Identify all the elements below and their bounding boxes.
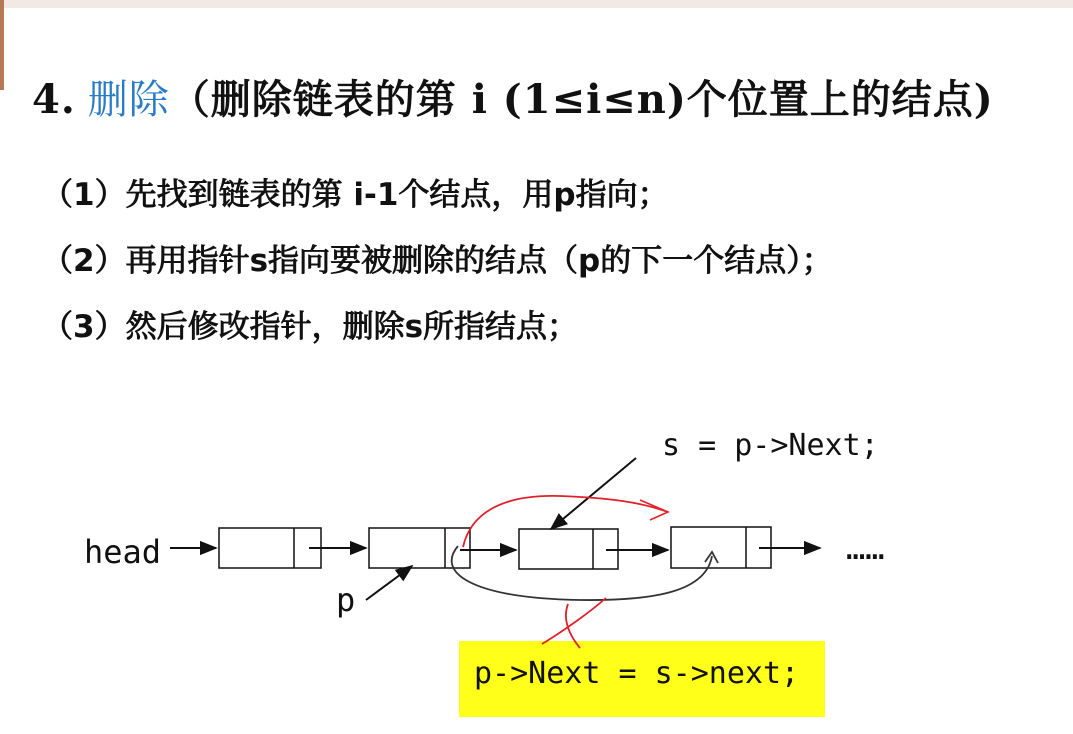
title-number: 4. bbox=[32, 76, 76, 123]
red-annotation-arrowhead bbox=[640, 500, 668, 520]
top-code: s = p->Next; bbox=[662, 428, 879, 463]
list-node-4 bbox=[671, 527, 771, 568]
bottom-code: p->Next = s->next; bbox=[474, 656, 800, 691]
red-cross-stroke-2 bbox=[542, 598, 606, 644]
p-label: p bbox=[336, 581, 356, 619]
p-pointer-arrow bbox=[366, 566, 412, 600]
list-node-p bbox=[369, 528, 470, 568]
title-keyword: 删除 bbox=[87, 77, 170, 123]
step-2: （2）再用指针s指向要被删除的结点（p的下一个结点）； bbox=[42, 243, 833, 279]
ellipsis: …… bbox=[846, 529, 885, 567]
red-cross-stroke-1 bbox=[566, 604, 580, 648]
step-3: （3）然后修改指针，删除s所指结点； bbox=[42, 309, 579, 345]
title-detail: （删除链表的第 i (1≤i≤n)个位置上的结点) bbox=[169, 76, 994, 123]
head-label: head bbox=[84, 533, 162, 571]
list-node-1 bbox=[219, 528, 321, 568]
s-pointer-arrow bbox=[551, 458, 636, 529]
list-node-s bbox=[519, 529, 618, 569]
step-1: （1）先找到链表的第 i-1个结点，用p指向； bbox=[42, 177, 669, 213]
